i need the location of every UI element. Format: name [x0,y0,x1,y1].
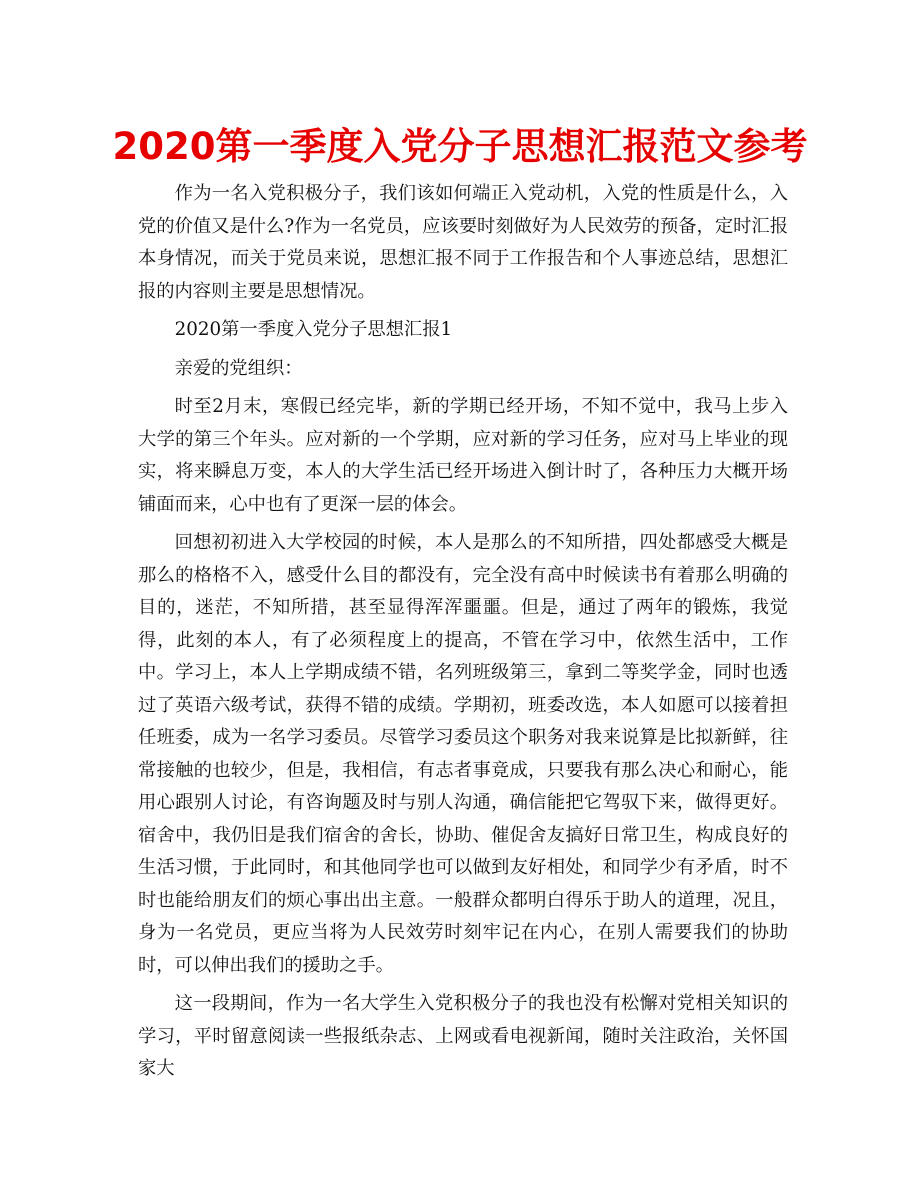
paragraph-intro: 作为一名入党积极分子，我们该如何端正入党动机，入党的性质是什么，入党的价值又是什么?作为一名党员，应该要时刻做好为人民效劳的预备，定时汇报本身情况，而关于党员来说，思想汇报不同于工作报告和个人事迹总结，思想汇报的内容则主要是思想情况。 [138,183,788,302]
paragraph-body-2: 回想初初进入大学校园的时候，本人是那么的不知所措，四处都感受大概是那么的格格不入，感受什么目的都没有，完全没有高中时候读书有着那么明确的目的，迷茫，不知所措，甚至显得浑浑噩噩。但是，通过了两年的锻炼，我觉得，此刻的本人，有了必须程度上的提高，不管在学习中，依然生活中，工作中。学习上，本人上学期成绩不错，名列班级第三，拿到二等奖学金，同时也透过了英语六级考试，获得不错的成绩。学期初，班委改选，本人如愿可以接着担任班委，成为一名学习委员。尽管学习委员这个职务对我来说算是比拟新鲜，往常接触的也较少，但是，我相信，有志者事竟成，只要我有那么决心和耐心，能用心跟别人讨论，有咨询题及时与别人沟通，确信能把它驾驭下来，做得更好。宿舍中，我仍旧是我们宿舍的舍长，协助、催促舍友搞好日常卫生，构成良好的生活习惯，于此同时，和其他同学也可以做到友好相处，和同学少有矛盾，时不时也能给朋友们的烦心事出出主意。一般群众都明白得乐于助人的道理，况且，身为一名党员，更应当将为人民效劳时刻牢记在内心，在别人需要我们的协助时，可以伸出我们的援助之手。 [138,532,788,976]
document-title: 2020第一季度入党分子思想汇报范文参考 [112,125,808,168]
paragraph-body-1: 时至2月末，寒假已经完毕，新的学期已经开场，不知不觉中，我马上步入大学的第三个年头。应对新的一个学期，应对新的学习任务，应对马上毕业的现实，将来瞬息万变，本人的大学生活已经开场进入倒计时了，各种压力大概开场铺面而来，心中也有了更深一层的体会。 [138,396,788,515]
paragraph-salutation: 亲爱的党组织： [174,357,303,379]
paragraph-subtitle: 2020第一季度入党分子思想汇报1 [174,319,453,340]
document-body [138,178,788,1092]
paragraph-body-3: 这一段期间，作为一名大学生入党积极分子的我也没有松懈对党相关知识的学习，平时留意阅读一些报纸杂志、上网或看电视新闻，随时关注政治，关怀国家大 [138,993,788,1079]
